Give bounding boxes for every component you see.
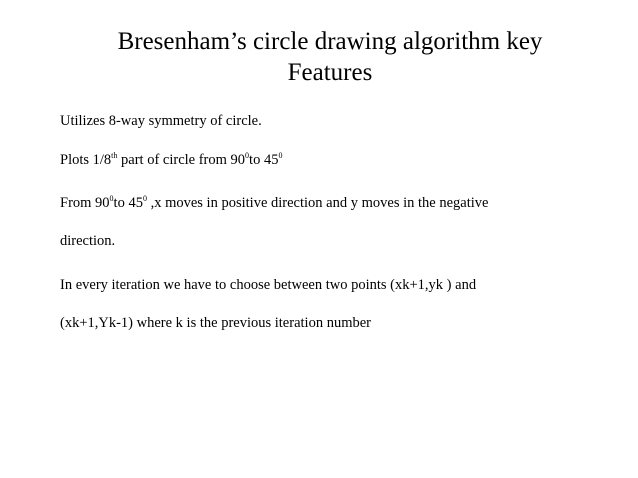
iteration-text-line1: In every iteration we have to choose between two points (xk+1,yk ) and <box>60 277 477 293</box>
direction-text-3: ,x moves in positive direction and y moves in the negative <box>146 195 489 211</box>
direction-text-line2: direction. <box>60 233 116 249</box>
direction-sup-2: 0 <box>142 194 147 204</box>
point-direction <box>60 194 600 212</box>
title-line-1: Bresenham’s circle drawing algorithm key <box>117 28 543 55</box>
direction-text-2: to 45 <box>113 195 143 211</box>
direction-sup-1: 0 <box>109 194 114 204</box>
octant-sup-1: th <box>111 151 118 161</box>
point-octant <box>60 151 600 169</box>
octant-text-3: to 45 <box>249 152 279 168</box>
octant-text-2: part of circle from 90 <box>117 152 246 168</box>
iteration-text-line2: (xk+1,Yk-1) where k is the previous iteration number <box>60 315 371 331</box>
direction-text-1: From 90 <box>60 195 110 211</box>
point-iteration <box>60 276 600 294</box>
octant-sup-2: 0 <box>245 151 250 161</box>
point-iteration-cont <box>60 314 600 332</box>
title-line-2: Features <box>287 59 373 86</box>
slide-title <box>70 26 590 88</box>
octant-text-1: Plots 1/8 <box>60 152 112 168</box>
point-symmetry <box>60 112 600 130</box>
point-direction-cont <box>60 232 600 250</box>
point-symmetry-text: Utilizes 8-way symmetry of circle. <box>60 113 262 129</box>
octant-sup-3: 0 <box>278 151 283 161</box>
